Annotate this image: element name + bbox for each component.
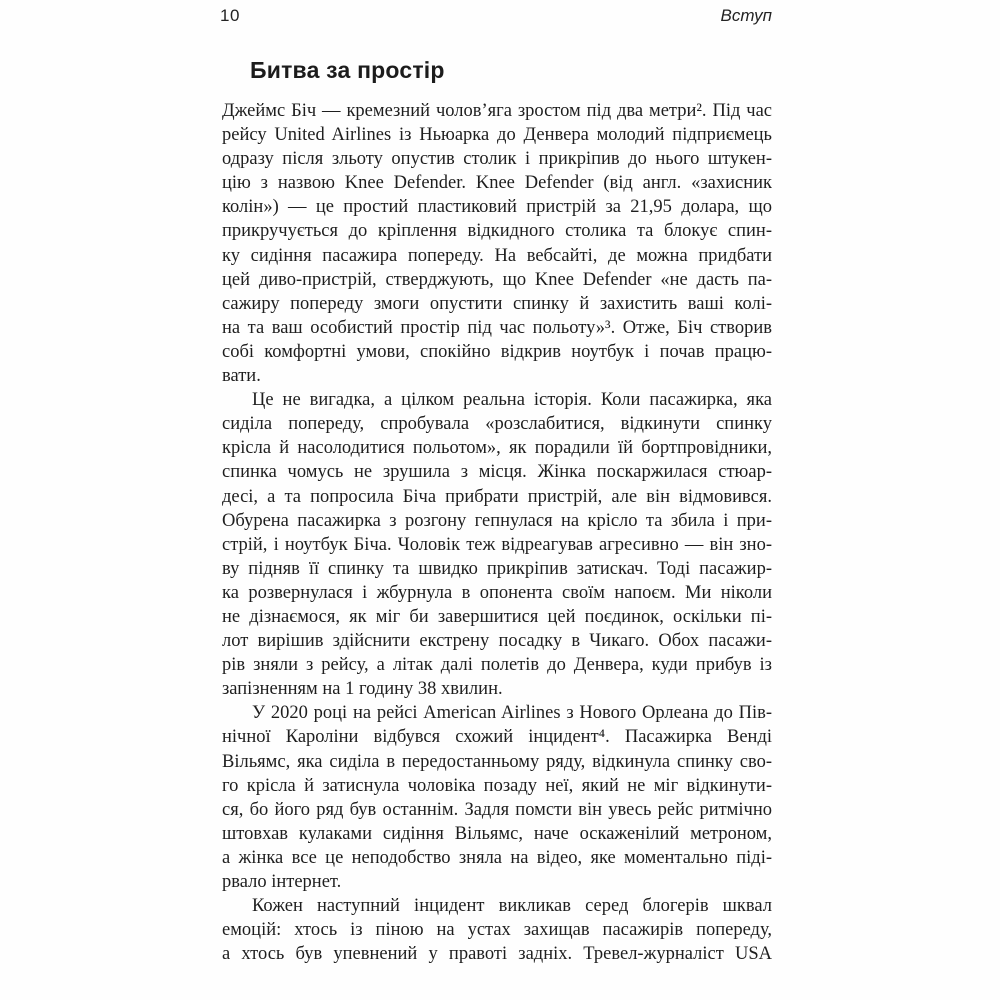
text-line: а жінка все це неподобство зняла на відео, яке моментально піді- <box>222 847 772 868</box>
text-line: цію з назвою Knee Defender. Knee Defender (від англ. «захисник <box>222 173 772 194</box>
text-line: го крісла й затиснула чоловіка позаду неї, який не міг відкинути- <box>222 775 772 796</box>
text-line: Це не вигадка, а цілком реальна історія. Коли пасажирка, яка <box>252 390 772 411</box>
text-line: лот вирішив здійснити екстрену посадку в Чикаго. Обох пасажи- <box>222 631 772 652</box>
text-line: а хтось був упевнений у правоті задніх. Тревел-журналіст USA <box>222 944 772 965</box>
paragraph-2 <box>222 388 772 701</box>
section-title: Битва за простір <box>250 57 445 83</box>
text-line: У 2020 році на рейсі American Airlines з Нового Орлеана до Пів- <box>252 703 772 724</box>
text-line: прикручується до кріплення відкидного столика та блокує спин- <box>222 221 772 242</box>
text-line: Джеймс Біч — кремезний чолов’яга зростом під два метри². Під час <box>222 101 772 121</box>
text-line: емоцій: хтось із піною на устах захищав пасажирів попереду, <box>222 920 772 941</box>
text-line: Кожен наступний інцидент викликав серед блогерів шквал <box>252 896 772 917</box>
text-line: спинка чомусь не зрушила з місця. Жінка поскаржилася стюар- <box>222 462 772 483</box>
paragraph-4 <box>222 894 772 966</box>
page-number: 10 <box>220 6 240 25</box>
text-line: десі, а та попросила Біча прибрати пристрій, але він відмовився. <box>222 486 772 507</box>
text-line: запізненням на 1 годину 38 хвилин. <box>222 679 503 700</box>
text-line: ку сидіння пасажира попереду. На вебсайті, де можна придбати <box>222 245 772 266</box>
text-line: цей диво-пристрій, стверджують, що Knee Defender «не дасть па- <box>222 269 772 290</box>
text-line: Обурена пасажирка з розгону гепнулася на крісло та збила і при- <box>222 510 772 531</box>
text-line: сиділа попереду, спробувала «розслабитися, відкинути спинку <box>222 414 772 435</box>
text-line: рейсу United Airlines із Ньюарка до Денвера молодий підприємець <box>222 125 772 146</box>
paragraph-1 <box>222 99 772 388</box>
text-line: крісла й насолодитися польотом», як порадили їй бортпровідники, <box>222 438 772 459</box>
text-line: на та ваш особистий простір під час польоту»³. Отже, Біч створив <box>222 317 772 338</box>
text-line: рвало інтернет. <box>222 872 342 892</box>
running-header: Вступ <box>720 6 772 25</box>
text-line: одразу після зльоту опустив столик і прикріпив до нього штукен- <box>222 149 772 170</box>
text-line: Вільямс, яка сиділа в передостанньому ряду, відкинула спинку сво- <box>222 751 772 772</box>
text-line: не дізнаємося, як міг би завершитися цей поєдинок, оскільки пі- <box>222 606 772 627</box>
text-line: стрій, і ноутбук Біча. Чоловік теж відреагував агресивно — він зно- <box>222 534 772 555</box>
text-line: нічної Кароліни відбувся схожий інцидент⁴. Пасажирка Венді <box>222 727 772 748</box>
text-block <box>222 99 772 966</box>
text-line: ву підняв її спинку та швидко прикріпив затискач. Тоді пасажир- <box>222 558 772 579</box>
page-header <box>220 6 772 26</box>
paragraph-3 <box>222 701 772 894</box>
text-line: сажиру попереду змоги опустити спинку й захистить ваші колі- <box>222 293 772 314</box>
text-line: штовхав кулаками сидіння Вільямс, наче оскаженілий метроном, <box>222 823 772 844</box>
text-line: рів зняли з рейсу, а літак далі полетів до Денвера, куди прибув із <box>222 655 772 676</box>
text-line: вати. <box>222 366 261 387</box>
text-line: ся, бо його ряд був останнім. Задля помсти він увесь рейс ритмічно <box>222 799 772 820</box>
text-line: колін») — це простий пластиковий пристрій за 21,95 долара, що <box>222 197 772 218</box>
text-line: собі комфортні умови, спокійно відкрив ноутбук і почав працю- <box>222 341 772 362</box>
text-line: ка розвернулася і жбурнула в опонента своїм напоєм. Ми ніколи <box>222 582 772 603</box>
